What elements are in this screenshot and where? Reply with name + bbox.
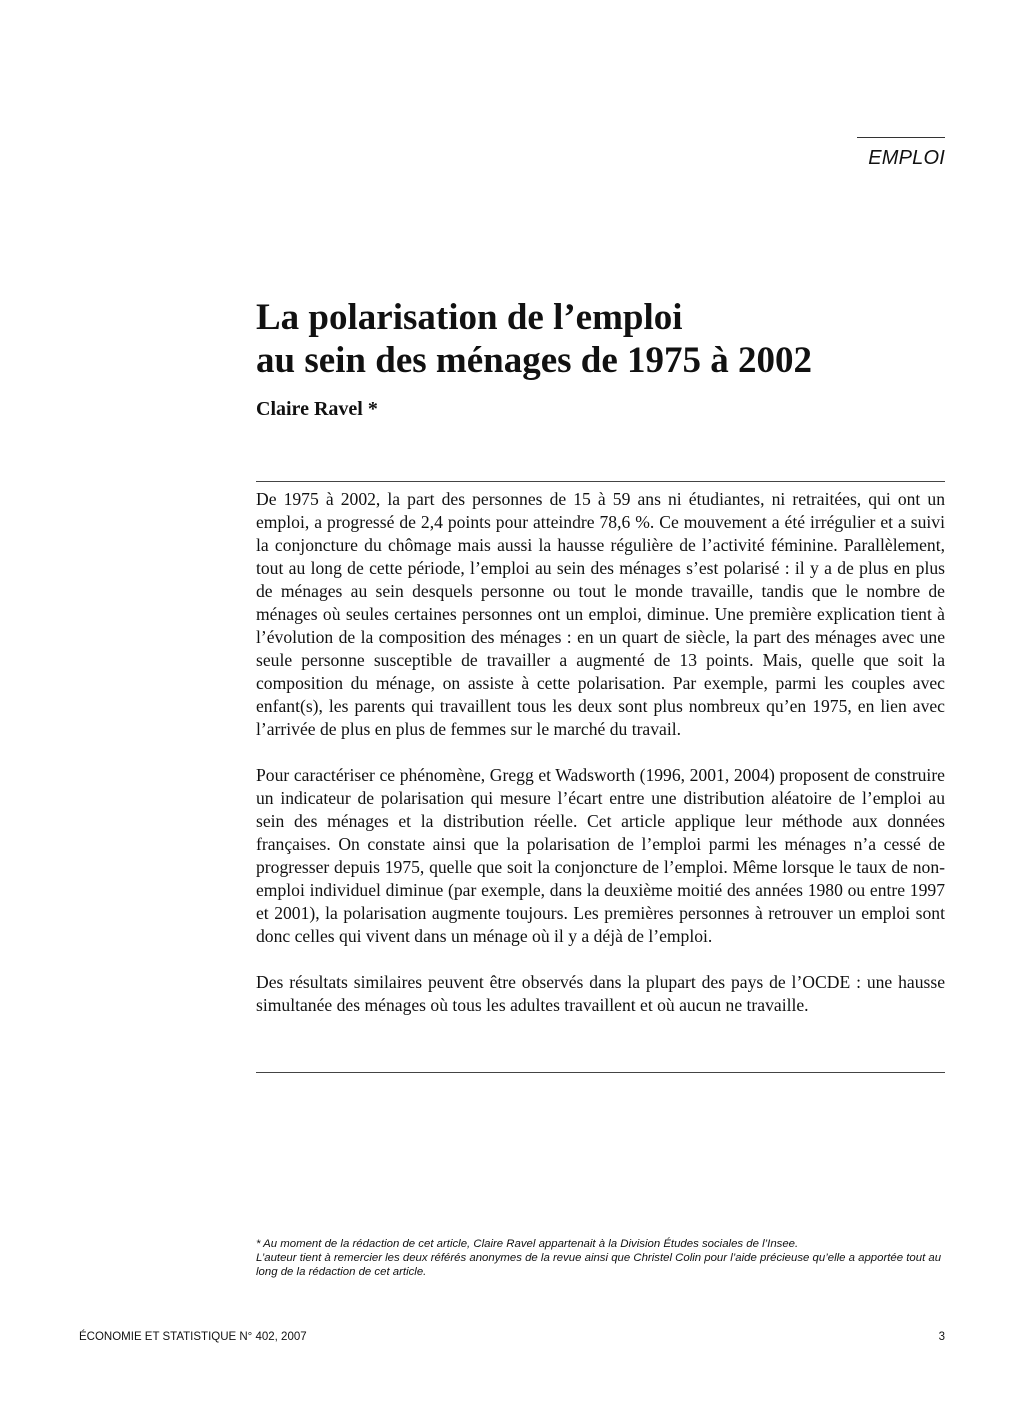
journal-reference: ÉCONOMIE ET STATISTIQUE N° 402, 2007	[79, 1331, 307, 1343]
abstract	[256, 488, 945, 1017]
abstract-paragraph-2: Pour caractériser ce phénomène, Gregg et Wadsworth (1996, 2001, 2004) proposent de construire un indicateur de polarisation qui mesure l’écart entre une distribution aléatoire de l’emploi au sein des ménages et la distribution réelle. Cet article applique leur méthode aux données françaises. On constate ainsi que la polarisation de l’emploi parmi les ménages n’a cessé de progresser depuis 1975, quelle que soit la conjoncture de l’emploi. Même lorsque le taux de non-emploi individuel diminue (par exemple, dans la deuxième moitié des années 1980 ou entre 1997 et 2001), la polarisation augmente toujours. Les premières personnes à retrouver un emploi sont donc celles qui vivent dans un ménage où il y a déjà de l’emploi.	[256, 765, 945, 946]
article-title	[256, 296, 946, 382]
page-number: 3	[938, 1331, 945, 1343]
author-name: Claire Ravel *	[256, 398, 378, 420]
abstract-bottom-rule	[256, 1072, 945, 1073]
footnote-acknowledgements: L’auteur tient à remercier les deux référés anonymes de la revue ainsi que Christel Colin pour l’aide précieuse qu’elle a apportée tout au long de la rédaction de cet article.	[256, 1252, 942, 1278]
article-title-line-2: au sein des ménages de 1975 à 2002	[256, 340, 813, 381]
article-title-line-1: La polarisation de l’emploi	[256, 297, 683, 338]
abstract-paragraph-1: De 1975 à 2002, la part des personnes de 15 à 59 ans ni étudiantes, ni retraitées, qui ont un emploi, a progressé de 2,4 points pour atteindre 78,6 %. Ce mouvement a été irrégulier et a suivi la conjoncture du chômage mais aussi la hausse régulière de l’activité féminine. Parallèlement, tout au long de cette période, l’emploi au sein des ménages s’est polarisé : il y a de plus en plus de ménages au sein desquels personne ou tout le monde travaille, tandis que le nombre de ménages où seules certaines personnes ont un emploi, diminue. Une première explication tient à l’évolution de la composition des ménages : en un quart de siècle, la part des ménages avec une seule personne susceptible de travailler a augmenté de 13 points. Mais, quelle que soit la composition du ménage, on assiste à cette polarisation. Par exemple, parmi les couples avec enfant(s), les parents qui travaillent tous les deux sont plus nombreux qu’en 1975, en lien avec l’arrivée de plus en plus de femmes sur le marché du travail.	[256, 489, 945, 739]
abstract-top-rule	[256, 481, 945, 482]
footnotes	[256, 1237, 945, 1279]
section-label: EMPLOI	[868, 147, 945, 169]
abstract-paragraph-3: Des résultats similaires peuvent être observés dans la plupart des pays de l’OCDE : une hausse simultanée des ménages où tous les adultes travaillent et où aucun ne travaille.	[256, 972, 945, 1015]
section-rule	[857, 137, 945, 138]
footnote-affiliation: * Au moment de la rédaction de cet article, Claire Ravel appartenait à la Division Études sociales de l’Insee.	[256, 1238, 799, 1250]
